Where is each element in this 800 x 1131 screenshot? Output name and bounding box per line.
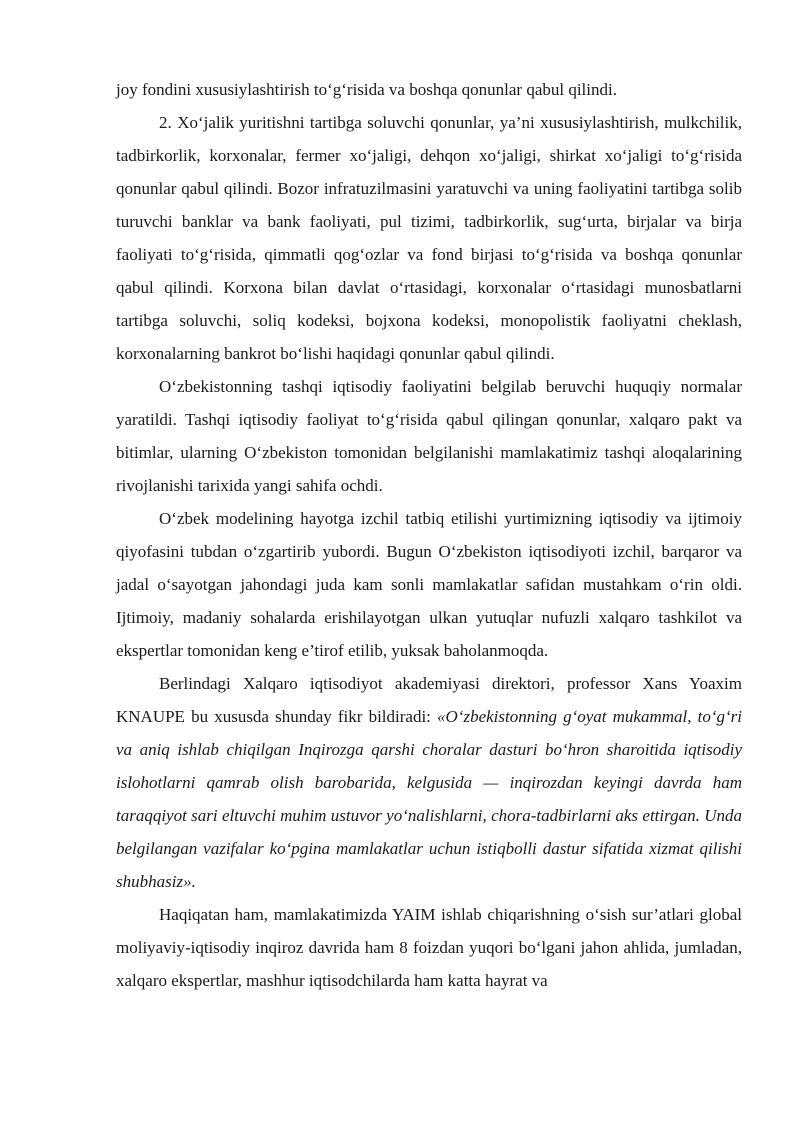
paragraph-gdp-growth: Haqiqatan ham, mamlakatimizda YAIM ishlab chiqarishning o‘sish sur’atlari global moliyaviy-iqtisodiy inqiroz davrida ham 8 foizdan yuqori bo‘lgani jahon ahlida, jumladan, xalqaro ekspertlar, mashhur iqtisodchilarda ham katta hayrat va (116, 905, 742, 990)
quote-text: «O‘zbekistonning g‘oyat mukammal, to‘g‘ri va aniq ishlab chiqilgan Inqirozga qarshi choralar dasturi bo‘hron sharoitida iqtisodiy islohotlarni qamrab olish barobarida, kelgusida — inqirozdan keyingi davrda ham taraqqiyot sari eltuvchi muhim ustuvor yo‘nalishlarni, chora-tadbirlarni aks ettirgan. Unda belgilangan vazifalar ko‘pgina mamlakatlar uchun istiqbolli dastur sifatida xizmat qilishi shubhasiz». (116, 707, 742, 891)
paragraph-knaupe-quote (116, 667, 742, 898)
paragraph-economic-laws: 2. Xo‘jalik yuritishni tartibga soluvchi qonunlar, ya’ni xususiylashtirish, mulkchilik, tadbirkorlik, korxonalar, fermer xo‘jaligi, dehqon xo‘jaligi, shirkat xo‘jaligi to‘g‘risida qonunlar qabul qilindi. Bozor infratuzilmasini yaratuvchi va uning faoliyatini tartibga solib turuvchi banklar va bank faoliyati, pul tizimi, tadbirkorlik, sug‘urta, birjalar va birja faoliyati to‘g‘risida, qimmatli qog‘ozlar va fond birjasi to‘g‘risida va boshqa qonunlar qabul qilindi. Korxona bilan davlat o‘rtasidagi, korxonalar o‘rtasidagi munosbatlarni tartibga soluvchi, soliq kodeksi, bojxona kodeksi, monopolistik faoliyatni cheklash, korxonalarning bankrot bo‘lishi haqidagi qonunlar qabul qilindi. (116, 113, 742, 363)
paragraph-uzbek-model: O‘zbek modelining hayotga izchil tatbiq etilishi yurtimizning iqtisodiy va ijtimoiy qiyofasini tubdan o‘zgartirib yubordi. Bugun O‘zbekiston iqtisodiyoti izchil, barqaror va jadal o‘sayotgan jahondagi juda kam sonli mamlakatlar safidan mustahkam o‘rin oldi. Ijtimoiy, madaniy sohalarda erishilayotgan ulkan yutuqlar nufuzli xalqaro tashkilot va ekspertlar tomonidan keng e’tirof etilib, yuksak baholanmoqda. (116, 509, 742, 660)
paragraph-continuation: joy fondini xususiylashtirish to‘g‘risida va boshqa qonunlar qabul qilindi. (116, 80, 617, 99)
quote-intro: Berlindagi Xalqaro iqtisodiyot akademiyasi direktori, professor Xans Yoaxim KNAUPE bu xususda shunday fikr bildiradi: (116, 674, 742, 726)
body-text (116, 73, 742, 997)
paragraph-foreign-economic: O‘zbekistonning tashqi iqtisodiy faoliyatini belgilab beruvchi huquqiy normalar yaratildi. Tashqi iqtisodiy faoliyat to‘g‘risida qabul qilingan qonunlar, xalqaro pakt va bitimlar, ularning O‘zbekiston tomonidan belgilanishi mamlakatimiz tashqi aloqalarining rivojlanishi tarixida yangi sahifa ochdi. (116, 377, 742, 495)
